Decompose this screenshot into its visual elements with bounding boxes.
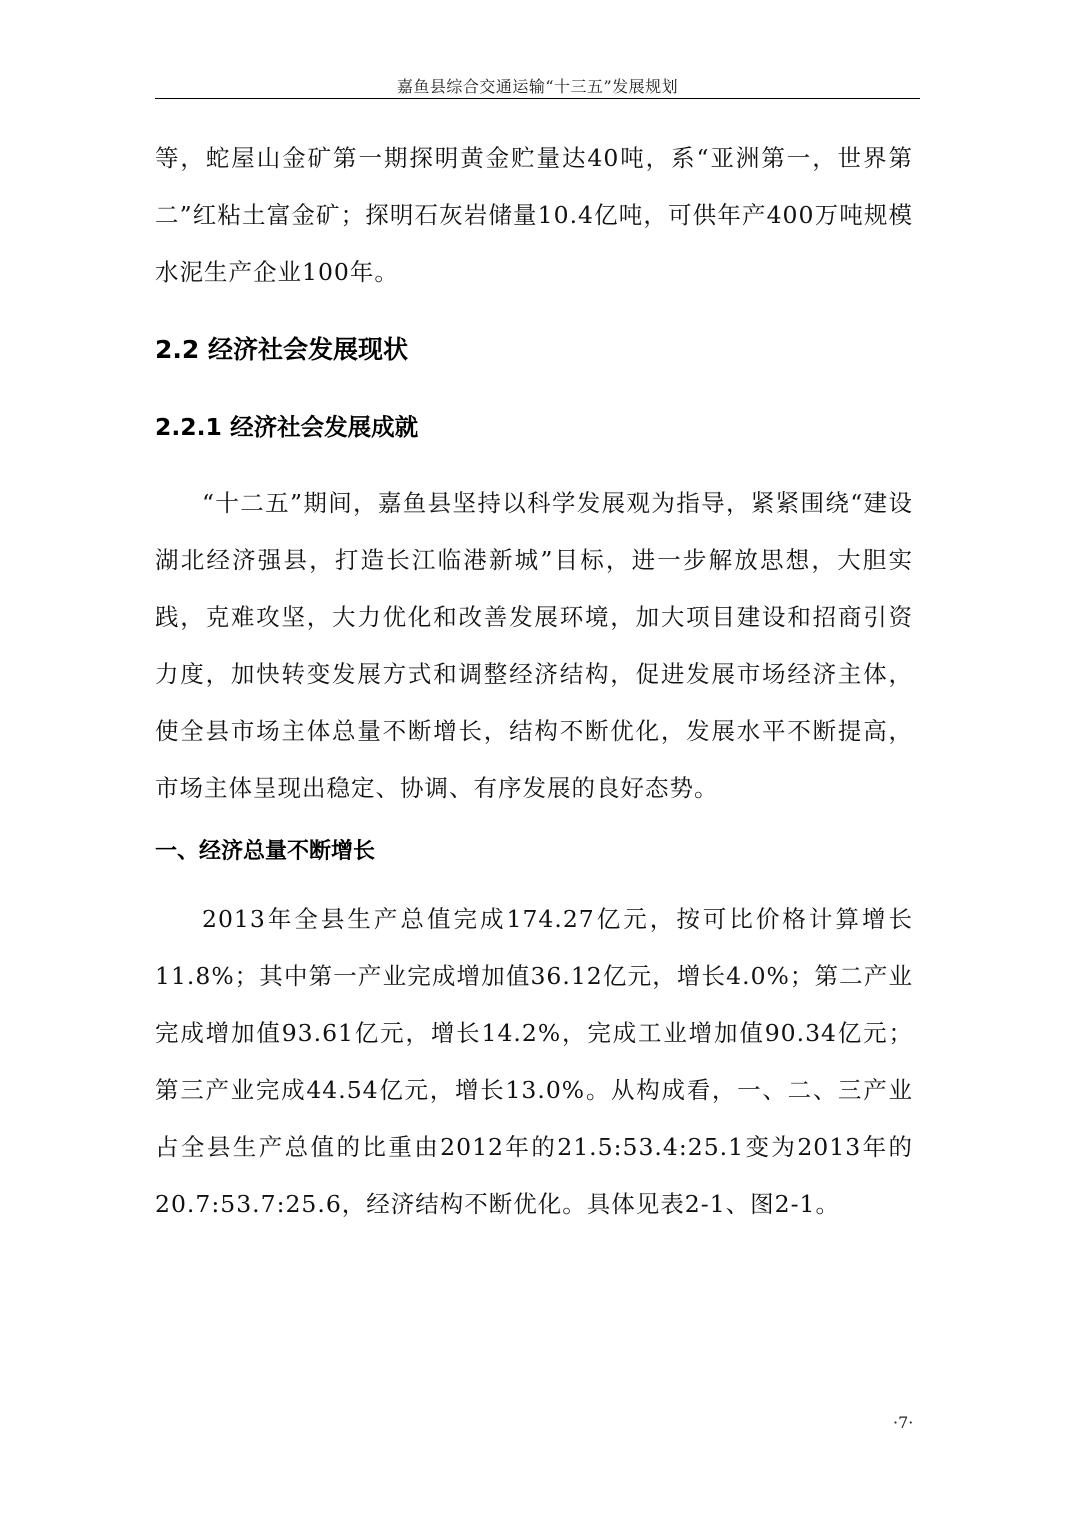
subheading-economic-growth: 一、经济总量不断增长 — [155, 839, 376, 864]
subsection-heading-2-2-1: 2.2.1 经济社会发展成就 — [155, 413, 419, 441]
header-divider — [155, 98, 920, 99]
running-header: 嘉鱼县综合交通运输“十三五”发展规划 — [396, 77, 679, 96]
paragraph-mineral-reserves: 等，蛇屋山金矿第一期探明黄金贮量达40吨，系“亚洲第一，世界第二”红粘土富金矿；探明石灰岩储量10.4亿吨，可供年产400万吨规模水泥生产企业100年。 — [155, 144, 913, 286]
page-number: ·7· — [893, 1413, 914, 1432]
paragraph-2013-gdp: 2013年全县生产总值完成174.27亿元，按可比价格计算增长11.8%；其中第一产业完成增加值36.12亿元，增长4.0%；第二产业完成增加值93.61亿元，增长14.2%，完成工业增加值90.34亿元；第三产业完成44.54亿元，增长13.0%。从构成看，一、二、三产业占全县生产总值的比重由2012年的21.5:53.4:25.1变为2013年的20.7:53.7:25.6，经济结构不断优化。具体见表2-1、图2-1。 — [155, 905, 913, 1218]
paragraph-twelfth-five-year-achievements: “十二五”期间，嘉鱼县坚持以科学发展观为指导，紧紧围绕“建设湖北经济强县，打造长江临港新城”目标，进一步解放思想，大胆实践，克难攻坚，大力优化和改善发展环境，加大项目建设和招商引资力度，加快转变发展方式和调整经济结构，促进发展市场经济主体，使全县市场主体总量不断增长，结构不断优化，发展水平不断提高，市场主体呈现出稳定、协调、有序发展的良好态势。 — [155, 489, 913, 802]
section-heading-2-2: 2.2 经济社会发展现状 — [155, 335, 408, 364]
